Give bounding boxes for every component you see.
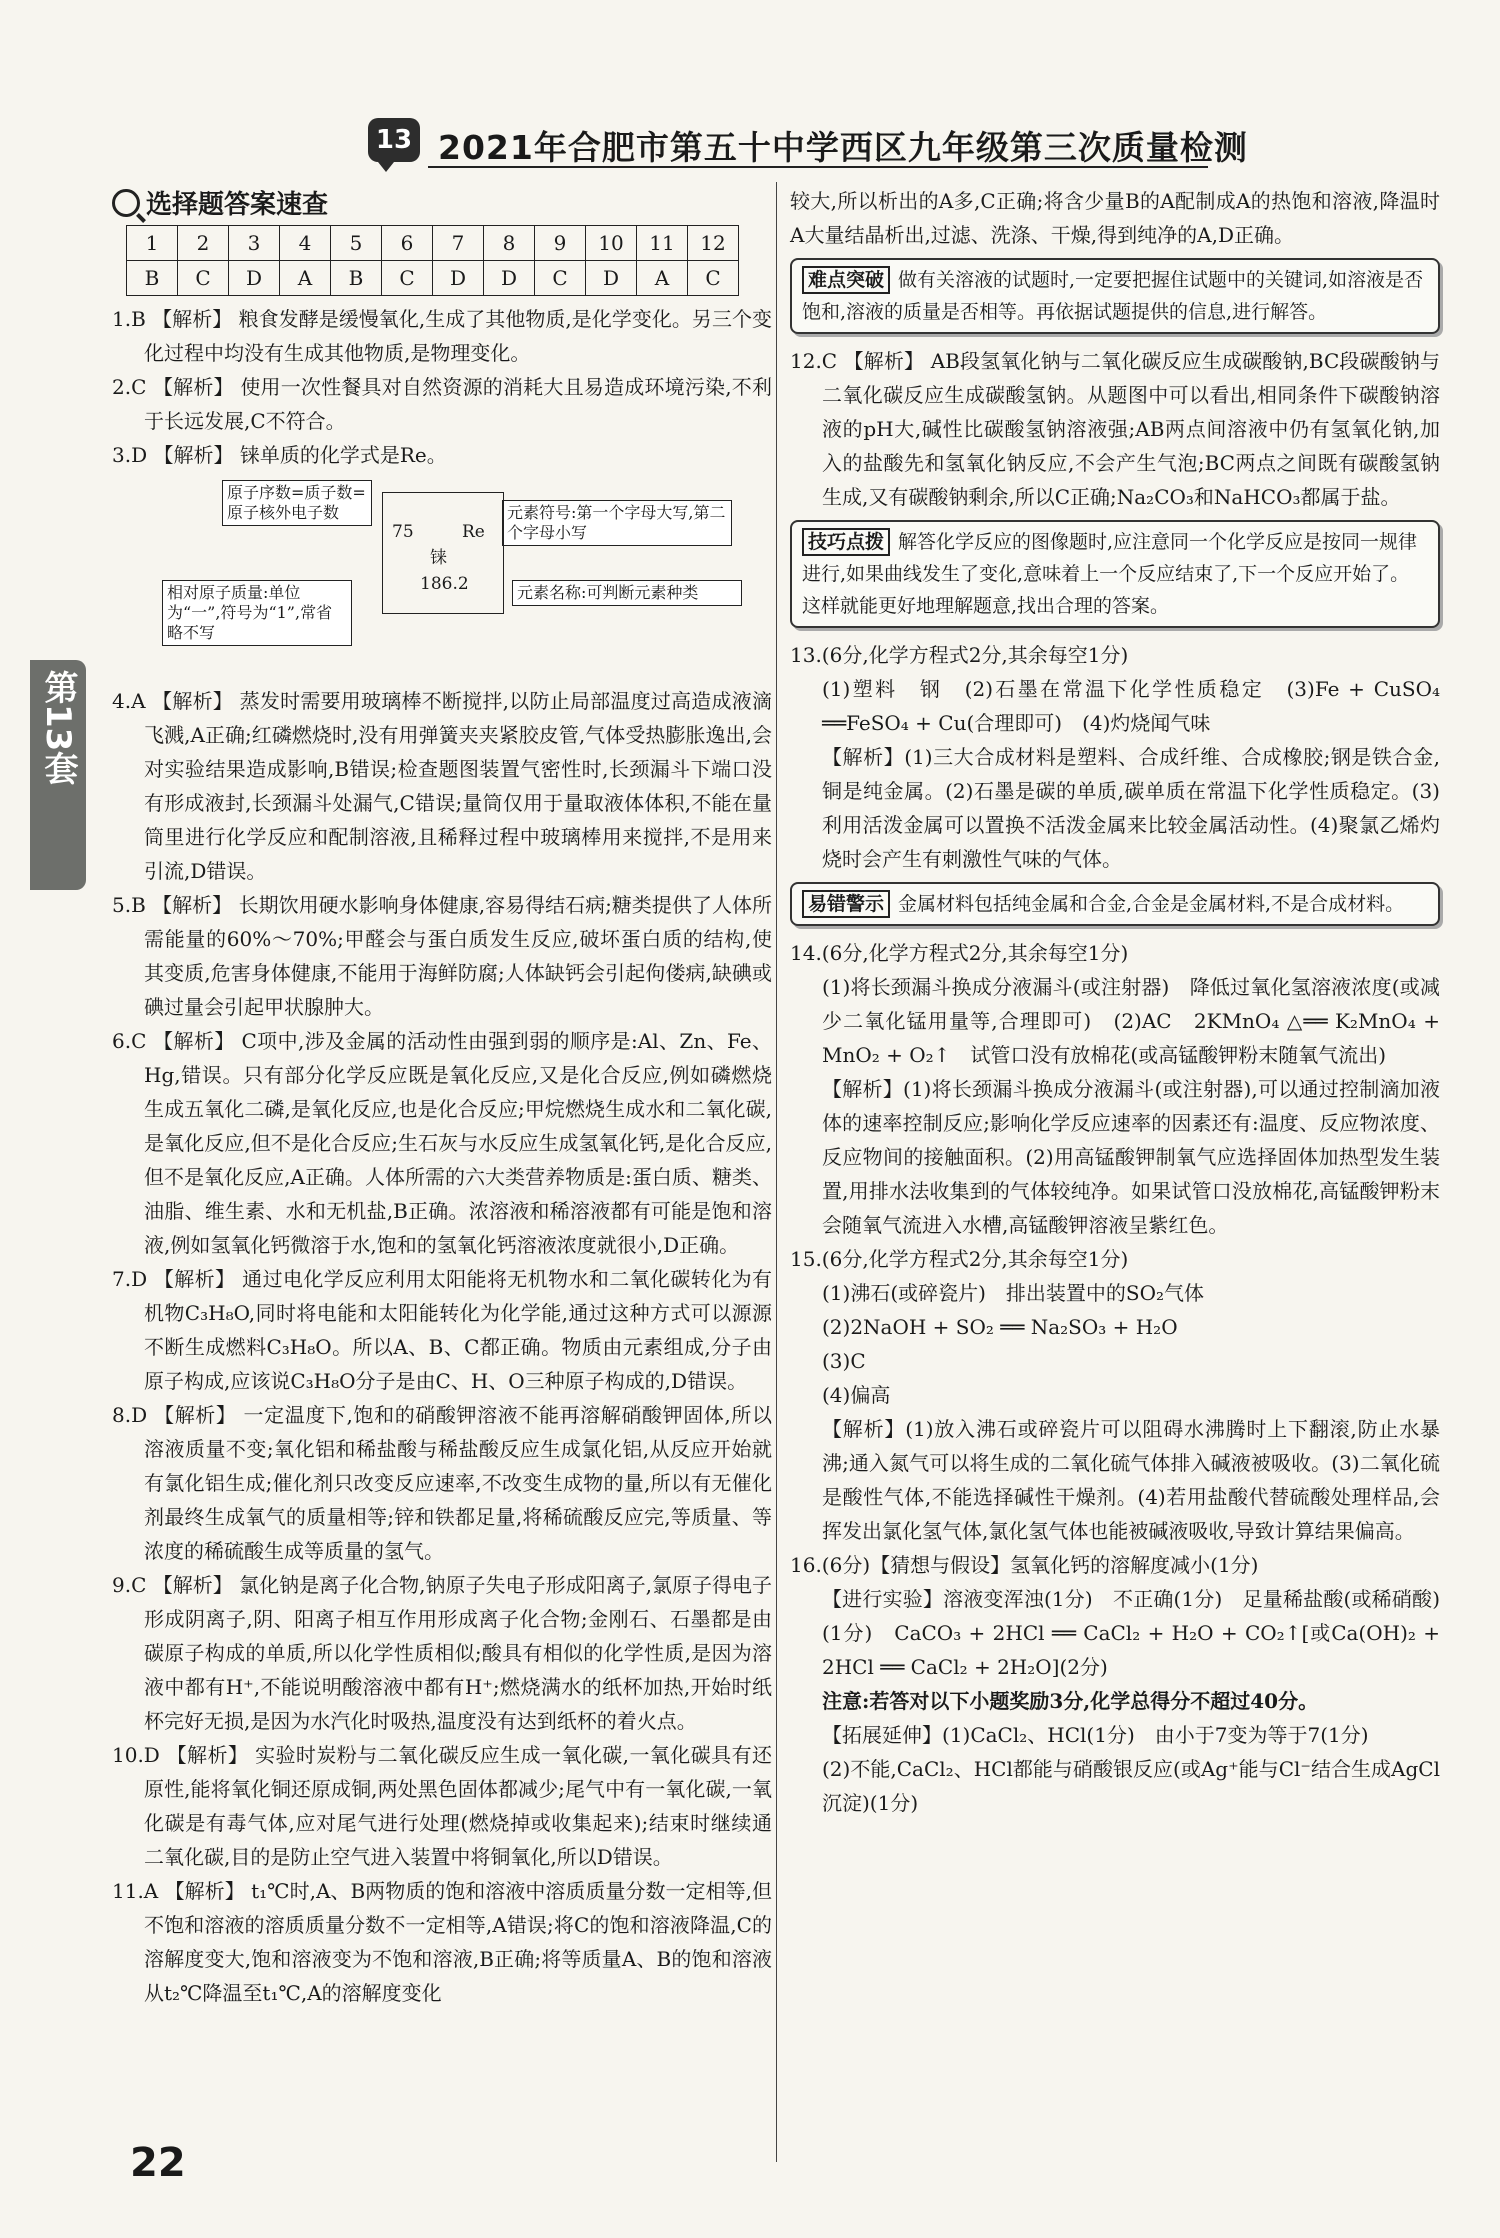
diagram-box-atomic-mass: 相对原子质量:单位为“一”,符号为“1”,常省略不写 [162,580,352,646]
answer-q13: (1)塑料 钢 (2)石墨在常温下化学性质稳定 (3)Fe + CuSO₄ ══FeSO₄ + Cu(合理即可) (4)灼烧闻气味 [822,677,1440,735]
answer-q13-header: 13.(6分,化学方程式2分,其余每空1分) [790,643,1129,667]
explanation-q1: 1.B 【解析】 粮食发酵是缓慢氧化,生成了其他物质,是化学变化。另三个变化过程中均没有生成其他物质,是物理变化。 [112,307,772,365]
explanation-q7: 7.D 【解析】 通过电化学反应利用太阳能将无机物水和二氧化碳转化为有机物C₃H₈O,同时将电能和太阳能转化为化学能,通过这种方式可以源源不断生成燃料C₃H₈O。所以A、B、C都正确。物质由元素组成,分子由原子构成,应该说C₃H₈O分子是由C、H、O三种原子构成的,D错误。 [112,1267,772,1393]
element-name: 铼 [430,548,447,568]
answer-q16-header: 16.(6分)【猜想与假设】氢氧化钙的溶解度减小(1分) [790,1553,1259,1577]
set-number-badge: 13 [368,118,420,162]
element-number: 75 [392,522,414,542]
answer-q15-part1: (1)沸石(或碎瓷片) 排出装置中的SO₂气体 [822,1281,1205,1305]
answer-number-row [127,226,739,261]
answer-section-title: 选择题答案速查 [112,184,772,221]
table-cell: B [331,261,382,296]
table-cell: 12 [688,226,739,261]
table-cell: D [229,261,280,296]
table-cell: 7 [433,226,484,261]
answer-letter-row [127,261,739,296]
tip-box-warning [790,882,1440,926]
table-cell: B [127,261,178,296]
table-cell: D [433,261,484,296]
diagram-box-element-symbol: 元素符号:第一个字母大写,第二个字母小写 [502,500,732,546]
side-tab [30,660,86,890]
tip-text: 做有关溶液的试题时,一定要把握住试题中的关键词,如溶液是否饱和,溶液的质量是否相等。再依据试题提供的信息,进行解答。 [802,269,1424,323]
table-cell: A [280,261,331,296]
explanation-q2: 2.C 【解析】 使用一次性餐具对自然资源的消耗大且易造成环境污染,不利于长远发展,C不符合。 [112,375,772,433]
explanation-q11: 11.A 【解析】 t₁℃时,A、B两物质的饱和溶液中溶质质量分数一定相等,但不饱和溶液的溶质质量分数不一定相等,A错误;将C的饱和溶液降温,C的溶解度变大,饱和溶液变为不饱和溶液,B正确;将等质量A、B的饱和溶液从t₂℃降温至t₁℃,A的溶解度变化 [112,1879,772,2005]
element-symbol: Re [462,522,485,542]
table-cell: 10 [586,226,637,261]
left-column [112,184,772,2010]
magnifier-icon [112,189,140,217]
table-cell: C [688,261,739,296]
explanation-q11-continued: 较大,所以析出的A多,C正确;将含少量B的A配制成A的热饱和溶液,降温时A大量结晶析出,过滤、洗涤、干燥,得到纯净的A,D正确。 [790,189,1440,247]
explanation-q4: 4.A 【解析】 蒸发时需要用玻璃棒不断搅拌,以防止局部温度过高造成液滴飞溅,A正确;红磷燃烧时,没有用弹簧夹夹紧胶皮管,气体受热膨胀逸出,会对实验结果造成影响,B错误;检查题图装置气密性时,长颈漏斗下端口没有形成液封,长颈漏斗处漏气,C错误;量筒仅用于量取液体体积,不能在量筒里进行化学反应和配制溶液,且稀释过程中玻璃棒用来搅拌,不是用来引流,D错误。 [112,689,772,883]
table-cell: A [637,261,688,296]
tip-label: 技巧点拨 [802,528,890,556]
bonus-note: 注意:若答对以下小题奖励3分,化学总得分不超过40分。 [822,1689,1319,1713]
explanation-q6: 6.C 【解析】 C项中,涉及金属的活动性由强到弱的顺序是:Al、Zn、Fe、Hg,错误。只有部分化学反应既是氧化反应,又是化合反应,例如磷燃烧生成五氧化二磷,是氧化反应,也是化合反应;甲烷燃烧生成水和二氧化碳,是氧化反应,但不是化合反应;生石灰与水反应生成氢氧化钙,是化合反应,但不是氧化反应,A正确。人体所需的六大类营养物质是:蛋白质、糖类、油脂、维生素、水和无机盐,B正确。浓溶液和稀溶液都有可能是饱和溶液,例如氢氧化钙微溶于水,饱和的氢氧化钙溶液浓度就很小,D正确。 [112,1029,772,1257]
answer-q15-part4: (4)偏高 [822,1383,891,1407]
answer-q15-part2: (2)2NaOH + SO₂ ══ Na₂SO₃ + H₂O [822,1315,1178,1339]
page-title: 2021年合肥市第五十中学西区九年级第三次质量检测 [438,128,1248,167]
table-cell: C [178,261,229,296]
explanation-q14: 【解析】(1)将长颈漏斗换成分液漏斗(或注射器),可以通过控制滴加液体的速率控制反应;影响化学反应速率的因素还有:温度、反应物浓度、反应物间的接触面积。(2)用高锰酸钾制氧气应选择固体加热型发生装置,用排水法收集到的气体较纯净。如果试管口没放棉花,高锰酸钾粉末会随氧气流进入水槽,高锰酸钾溶液呈紫红色。 [822,1077,1440,1237]
explanation-q5: 5.B 【解析】 长期饮用硬水影响身体健康,容易得结石病;糖类提供了人体所需能量的60%～70%;甲醛会与蛋白质发生反应,破坏蛋白质的结构,使其变质,危害身体健康,不能用于海鲜防腐;人体缺钙会引起佝偻病,缺碘或碘过量会引起甲状腺肿大。 [112,893,772,1019]
table-cell: 3 [229,226,280,261]
diagram-box-atomic-number: 原子序数=质子数=原子核外电子数 [222,480,372,526]
right-column [790,184,1440,1820]
answer-q14: (1)将长颈漏斗换成分液漏斗(或注射器) 降低过氧化氢溶液浓度(或减少二氧化锰用量等,合理即可) (2)AC 2KMnO₄ △══ K₂MnO₄ + MnO₂ + O₂↑ 试管口没有放棉花(或高锰酸钾粉末随氧气流出) [822,975,1440,1067]
tip-text: 解答化学反应的图像题时,应注意同一个化学反应是按同一规律进行,如果曲线发生了变化,意味着上一个反应结束了,下一个反应开始了。这样就能更好地理解题意,找出合理的答案。 [802,531,1418,617]
page-header [368,118,1248,170]
table-cell: 11 [637,226,688,261]
answer-q16-extension2: (2)不能,CaCl₂、HCl都能与硝酸银反应(或Ag⁺能与Cl⁻结合生成AgCl沉淀)(1分) [822,1757,1440,1815]
tip-text: 金属材料包括纯金属和合金,合金是金属材料,不是合成材料。 [898,893,1405,915]
table-cell: 5 [331,226,382,261]
table-cell: 1 [127,226,178,261]
side-tab-label: 第13套 [38,670,78,786]
table-cell: 6 [382,226,433,261]
explanation-q3: 3.D 【解析】 铼单质的化学式是Re。 [112,443,447,467]
header-rule [428,166,1208,168]
element-mass: 186.2 [420,574,469,594]
tip-label: 难点突破 [802,266,890,294]
element-cell-diagram [112,476,772,676]
table-cell: C [382,261,433,296]
explanation-q12: 12.C 【解析】 AB段氢氧化钠与二氧化碳反应生成碳酸钠,BC段碳酸钠与二氧化碳反应生成碳酸氢钠。从题图中可以看出,相同条件下碳酸钠溶液的pH大,碱性比碳酸氢钠溶液强;AB两点间溶液中仍有氢氧化钠,加入的盐酸先和氢氧化钠反应,不会产生气泡;BC两点之间既有碳酸氢钠生成,又有碳酸钠剩余,所以C正确;Na₂CO₃和NaHCO₃都属于盐。 [790,349,1440,509]
table-cell: D [586,261,637,296]
page-number: 22 [130,2140,186,2186]
answer-q16-extension1: 【拓展延伸】(1)CaCl₂、HCl(1分) 由小于7变为等于7(1分) [822,1723,1369,1747]
tip-box-technique [790,520,1440,628]
table-cell: 4 [280,226,331,261]
explanation-q15: 【解析】(1)放入沸石或碎瓷片可以阻碍水沸腾时上下翻滚,防止水暴沸;通入氮气可以将生成的二氧化硫气体排入碱液被吸收。(3)二氧化硫是酸性气体,不能选择碱性干燥剂。(4)若用盐酸代替硫酸处理样品,会挥发出氯化氢气体,氯化氢气体也能被碱液吸收,导致计算结果偏高。 [822,1417,1440,1543]
table-cell: 9 [535,226,586,261]
explanation-q8: 8.D 【解析】 一定温度下,饱和的硝酸钾溶液不能再溶解硝酸钾固体,所以溶液质量不变;氧化铝和稀盐酸与稀盐酸反应生成氯化铝,从反应开始就有氯化铝生成;催化剂只改变反应速率,不改变生成物的量,所以有无催化剂最终生成氧气的质量相等;锌和铁都足量,将稀硫酸反应完,等质量、等浓度的稀硫酸生成等质量的氢气。 [112,1403,772,1563]
answer-table [126,225,739,296]
table-cell: D [484,261,535,296]
explanation-q13: 【解析】(1)三大合成材料是塑料、合成纤维、合成橡胶;钢是铁合金,铜是纯金属。(2)石墨是碳的单质,碳单质在常温下化学性质稳定。(3)利用活泼金属可以置换不活泼金属来比较金属活动性。(4)聚氯乙烯灼烧时会产生有刺激性气味的气体。 [822,745,1440,871]
table-cell: 8 [484,226,535,261]
column-divider [776,182,777,2162]
answer-q16-experiment: 【进行实验】溶液变浑浊(1分) 不正确(1分) 足量稀盐酸(或稀硝酸)(1分) CaCO₃ + 2HCl ══ CaCl₂ + H₂O + CO₂↑[或Ca(OH)₂ + 2HCl ══ CaCl₂ + 2H₂O](2分) [822,1587,1440,1679]
table-cell: 2 [178,226,229,261]
tip-label: 易错警示 [802,890,890,918]
table-cell: C [535,261,586,296]
answer-q14-header: 14.(6分,化学方程式2分,其余每空1分) [790,941,1129,965]
explanation-q9: 9.C 【解析】 氯化钠是离子化合物,钠原子失电子形成阳离子,氯原子得电子形成阴离子,阴、阳离子相互作用形成离子化合物;金刚石、石墨都是由碳原子构成的单质,所以化学性质相似;酸具有相似的化学性质,是因为溶液中都有H⁺,不能说明酸溶液中都有H⁺;燃烧满水的纸杯加热,开始时纸杯完好无损,是因为水汽化时吸热,温度没有达到纸杯的着火点。 [112,1573,772,1733]
diagram-box-element-name: 元素名称:可判断元素种类 [512,580,742,606]
answer-q15-part3: (3)C [822,1349,866,1373]
answer-q15-header: 15.(6分,化学方程式2分,其余每空1分) [790,1247,1129,1271]
explanation-q10: 10.D 【解析】 实验时炭粉与二氧化碳反应生成一氧化碳,一氧化碳具有还原性,能将氧化铜还原成铜,两处黑色固体都减少;尾气中有一氧化碳,一氧化碳是有毒气体,应对尾气进行处理(燃烧掉或收集起来);结束时继续通二氧化碳,目的是防止空气进入装置中将铜氧化,所以D错误。 [112,1743,772,1869]
tip-box-difficulty [790,258,1440,334]
